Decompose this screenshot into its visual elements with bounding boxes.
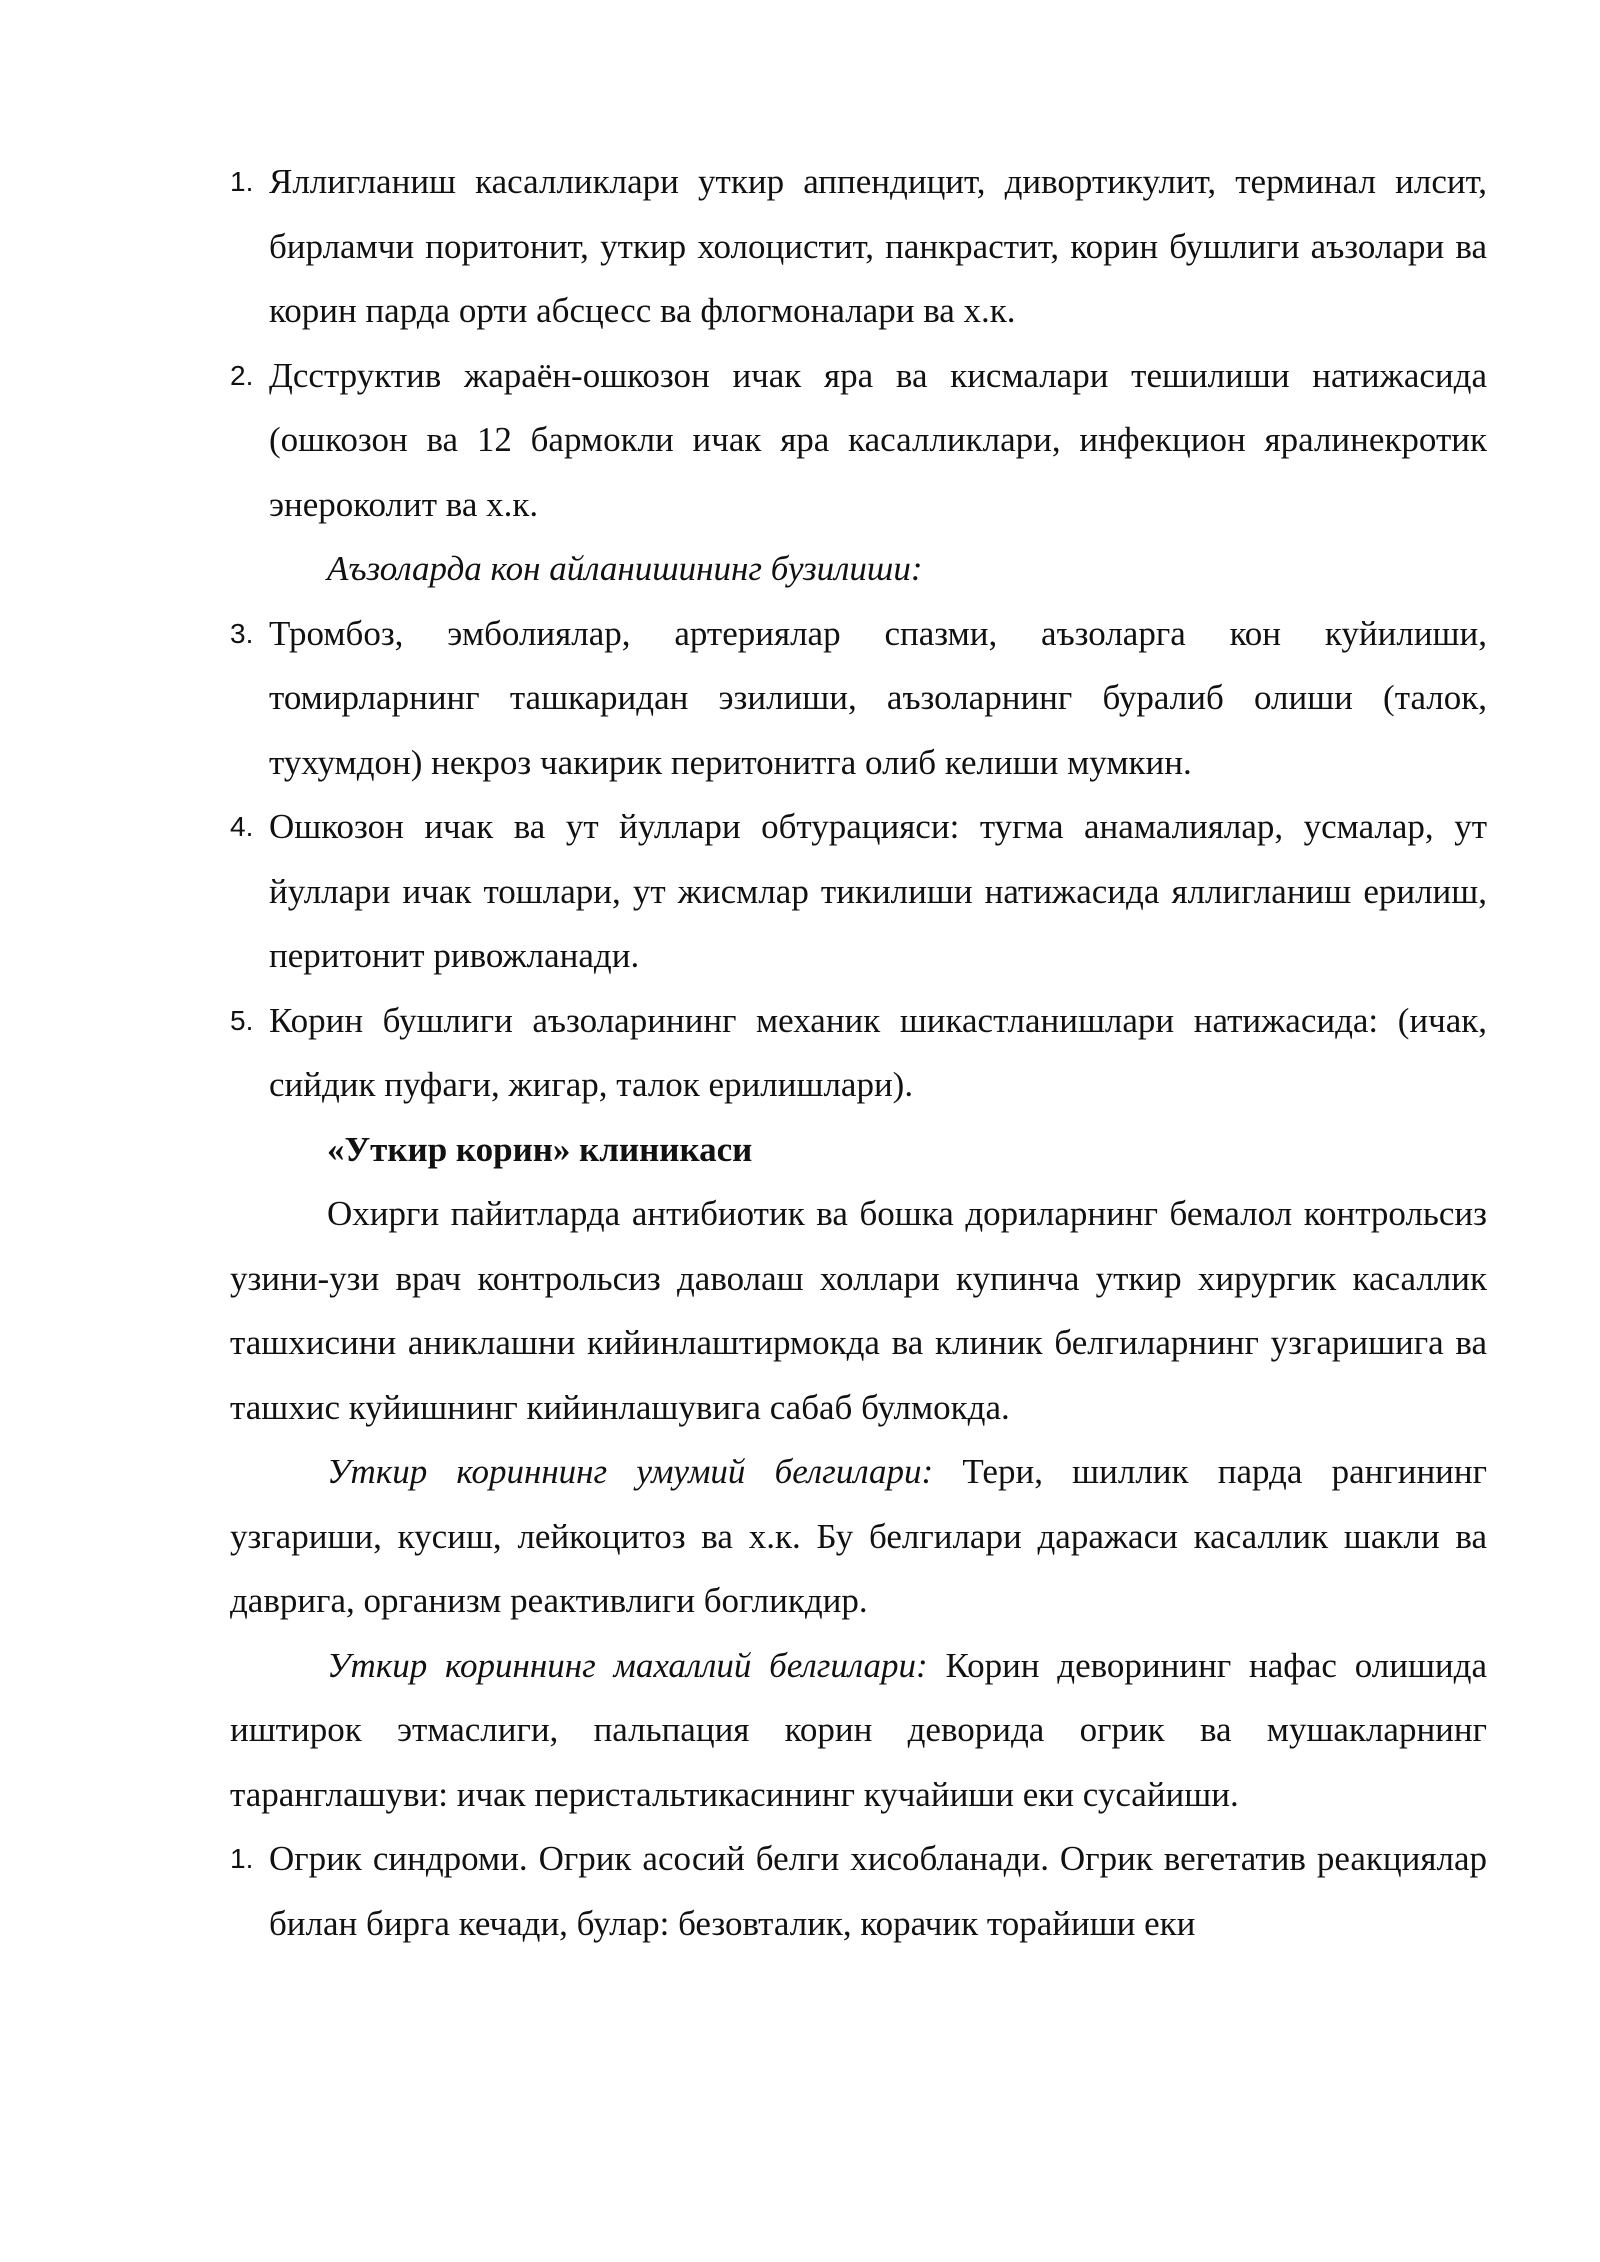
list-number: 2. [230, 359, 254, 391]
list-number: 5. [230, 1004, 254, 1036]
list-item [230, 989, 1487, 1118]
list-item [230, 150, 1487, 344]
list-item [230, 1827, 1487, 1956]
paragraph-text: Корин деворининг нафас олишида иштирок этмаслиги, пальпация корин деворида огрик ва мушакларнинг таранглашуви: ичак перистальтикасининг кучайиши еки сусайиши. [230, 1645, 1487, 1814]
list-item-text: Дсструктив жараён-ошкозон ичак яра ва кисмалари тешилиши натижасида (ошкозон ва 12 бармокли ичак яра касалликлари, инфекцион яралинекротик энероколит ва х.к. [269, 355, 1487, 524]
document-page [230, 150, 1487, 1956]
list-item [230, 602, 1487, 796]
list-item-text: Яллигланиш касалликлари уткир аппендицит, дивортикулит, терминал илсит, бирламчи поритонит, уткир холоцистит, панкрастит, корин бушлиги аъзолари ва корин парда орти абсцесс ва флогмоналари ва х.к. [269, 162, 1487, 330]
list-item [230, 344, 1487, 538]
list-number: 3. [230, 617, 254, 649]
list-item-text: Корин бушлиги аъзоларининг механик шикастланишлари натижасида: (ичак, сийдик пуфаги, жигар, талок ерилишлари). [269, 1000, 1487, 1104]
italic-lead: Уткир кориннинг махаллий белгилари: [327, 1645, 928, 1685]
list-number: 1. [230, 166, 254, 197]
list-item-text: Тромбоз, эмболиялар, артериялар спазми, аъзоларга кон куйилиши, томирларнинг ташкаридан эзилиши, аъзоларнинг буралиб олиши (талок, тухумдон) некроз чакирик перитонитга олиб келиши мумкин. [269, 613, 1487, 782]
list-item [230, 795, 1487, 989]
italic-subheading: Аъзоларда кон айланишининг бузилиши: [327, 549, 923, 588]
paragraph [230, 1634, 1487, 1828]
list-number: 1. [230, 1843, 254, 1874]
paragraph: Охирги пайитларда антибиотик ва бошка дориларнинг бемалол контрольсиз узини-узи врач контрольсиз даволаш холлари купинча уткир хирургик касаллик ташхисини аниклашни кийинлаштирмокда ва клиник белгиларнинг узгаришига ва ташхис куйишнинг кийинлашувига сабаб булмокда. [230, 1194, 1487, 1427]
paragraph-text: Тери, шиллик парда рангининг узгариши, кусиш, лейкоцитоз ва х.к. Бу белгилари даражаси касаллик шакли ва даврига, организм реактивлиги богликдир. [230, 1452, 1487, 1620]
paragraph [230, 1440, 1487, 1634]
section-heading: «Уткир корин» клиникаси [327, 1129, 753, 1169]
list-number: 4. [230, 811, 254, 842]
list-item-text: Ошкозон ичак ва ут йуллари обтурацияси: тугма анамалиялар, усмалар, ут йуллари ичак тошлари, ут жисмлар тикилиши натижасида яллигланиш ерилиш, перитонит ривожланади. [269, 807, 1487, 975]
italic-lead: Уткир кориннинг умумий белгилари: [327, 1452, 934, 1491]
list-item-text: Огрик синдроми. Огрик асосий белги хисобланади. Огрик вегетатив реакциялар билан бирга кечади, булар: безовталик, корачик торайиши еки [269, 1839, 1487, 1943]
